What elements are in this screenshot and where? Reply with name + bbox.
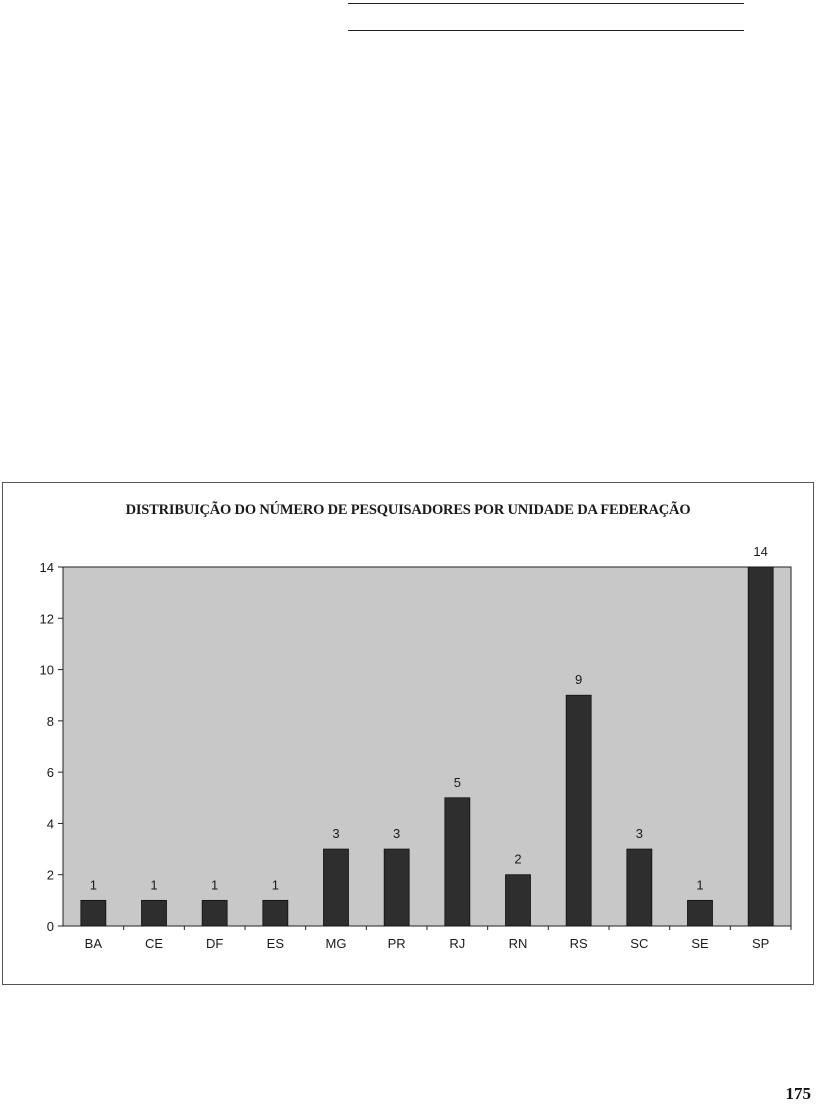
x-tick-label: SE (691, 936, 709, 951)
bar-ce (142, 900, 167, 926)
x-tick-label: BA (84, 936, 103, 951)
x-tick-label: RJ (449, 936, 466, 951)
y-tick-label: 6 (46, 765, 54, 781)
data-label: 2 (514, 851, 522, 867)
y-tick-label: 8 (46, 713, 54, 729)
data-label: 1 (211, 877, 219, 893)
y-tick-label: 12 (39, 611, 54, 627)
bar-pr (384, 849, 409, 926)
bar-se (688, 900, 713, 926)
header-rule-top (348, 3, 744, 4)
x-tick-label: RN (508, 936, 528, 951)
bar-es (263, 900, 288, 926)
data-label: 1 (89, 877, 97, 893)
x-tick-label: DF (205, 936, 224, 951)
x-tick-label: SC (630, 936, 649, 951)
y-tick-label: 14 (39, 560, 54, 575)
data-label: 1 (271, 877, 279, 893)
y-tick-label: 4 (46, 816, 54, 832)
chart-title: DISTRIBUIÇÃO DO NÚMERO DE PESQUISADORES POR UNIDADE DA FEDERAÇÃO (125, 502, 691, 518)
bar-rj (445, 798, 470, 926)
page-number: 175 (785, 1084, 811, 1103)
x-tick-label: CE (144, 936, 164, 951)
x-tick-label: SP (751, 936, 770, 951)
y-tick-label: 0 (46, 919, 54, 934)
x-tick-label: PR (387, 936, 406, 951)
data-label: 5 (453, 774, 461, 790)
data-label: 3 (635, 826, 643, 842)
bar-rn (506, 875, 531, 926)
data-label: 3 (393, 826, 401, 842)
y-tick-label: 10 (39, 662, 54, 678)
data-label: 14 (753, 544, 768, 559)
data-label: 3 (332, 826, 340, 842)
plot-area (63, 567, 791, 926)
x-tick-label: RS (569, 936, 588, 951)
header-rule-bottom (348, 30, 744, 31)
chart-frame (2, 482, 814, 985)
data-label: 1 (696, 877, 704, 893)
bar-mg (324, 849, 349, 926)
bar-ba (81, 900, 106, 926)
bar-df (202, 900, 227, 926)
y-tick-label: 2 (46, 867, 54, 883)
x-tick-label: MG (325, 936, 347, 951)
bar-sc (627, 849, 652, 926)
bar-sp (748, 567, 773, 926)
bar-chart (3, 483, 813, 984)
data-label: 9 (575, 672, 583, 688)
x-tick-label: ES (266, 936, 285, 951)
data-label: 1 (150, 877, 158, 893)
bar-rs (566, 695, 591, 926)
